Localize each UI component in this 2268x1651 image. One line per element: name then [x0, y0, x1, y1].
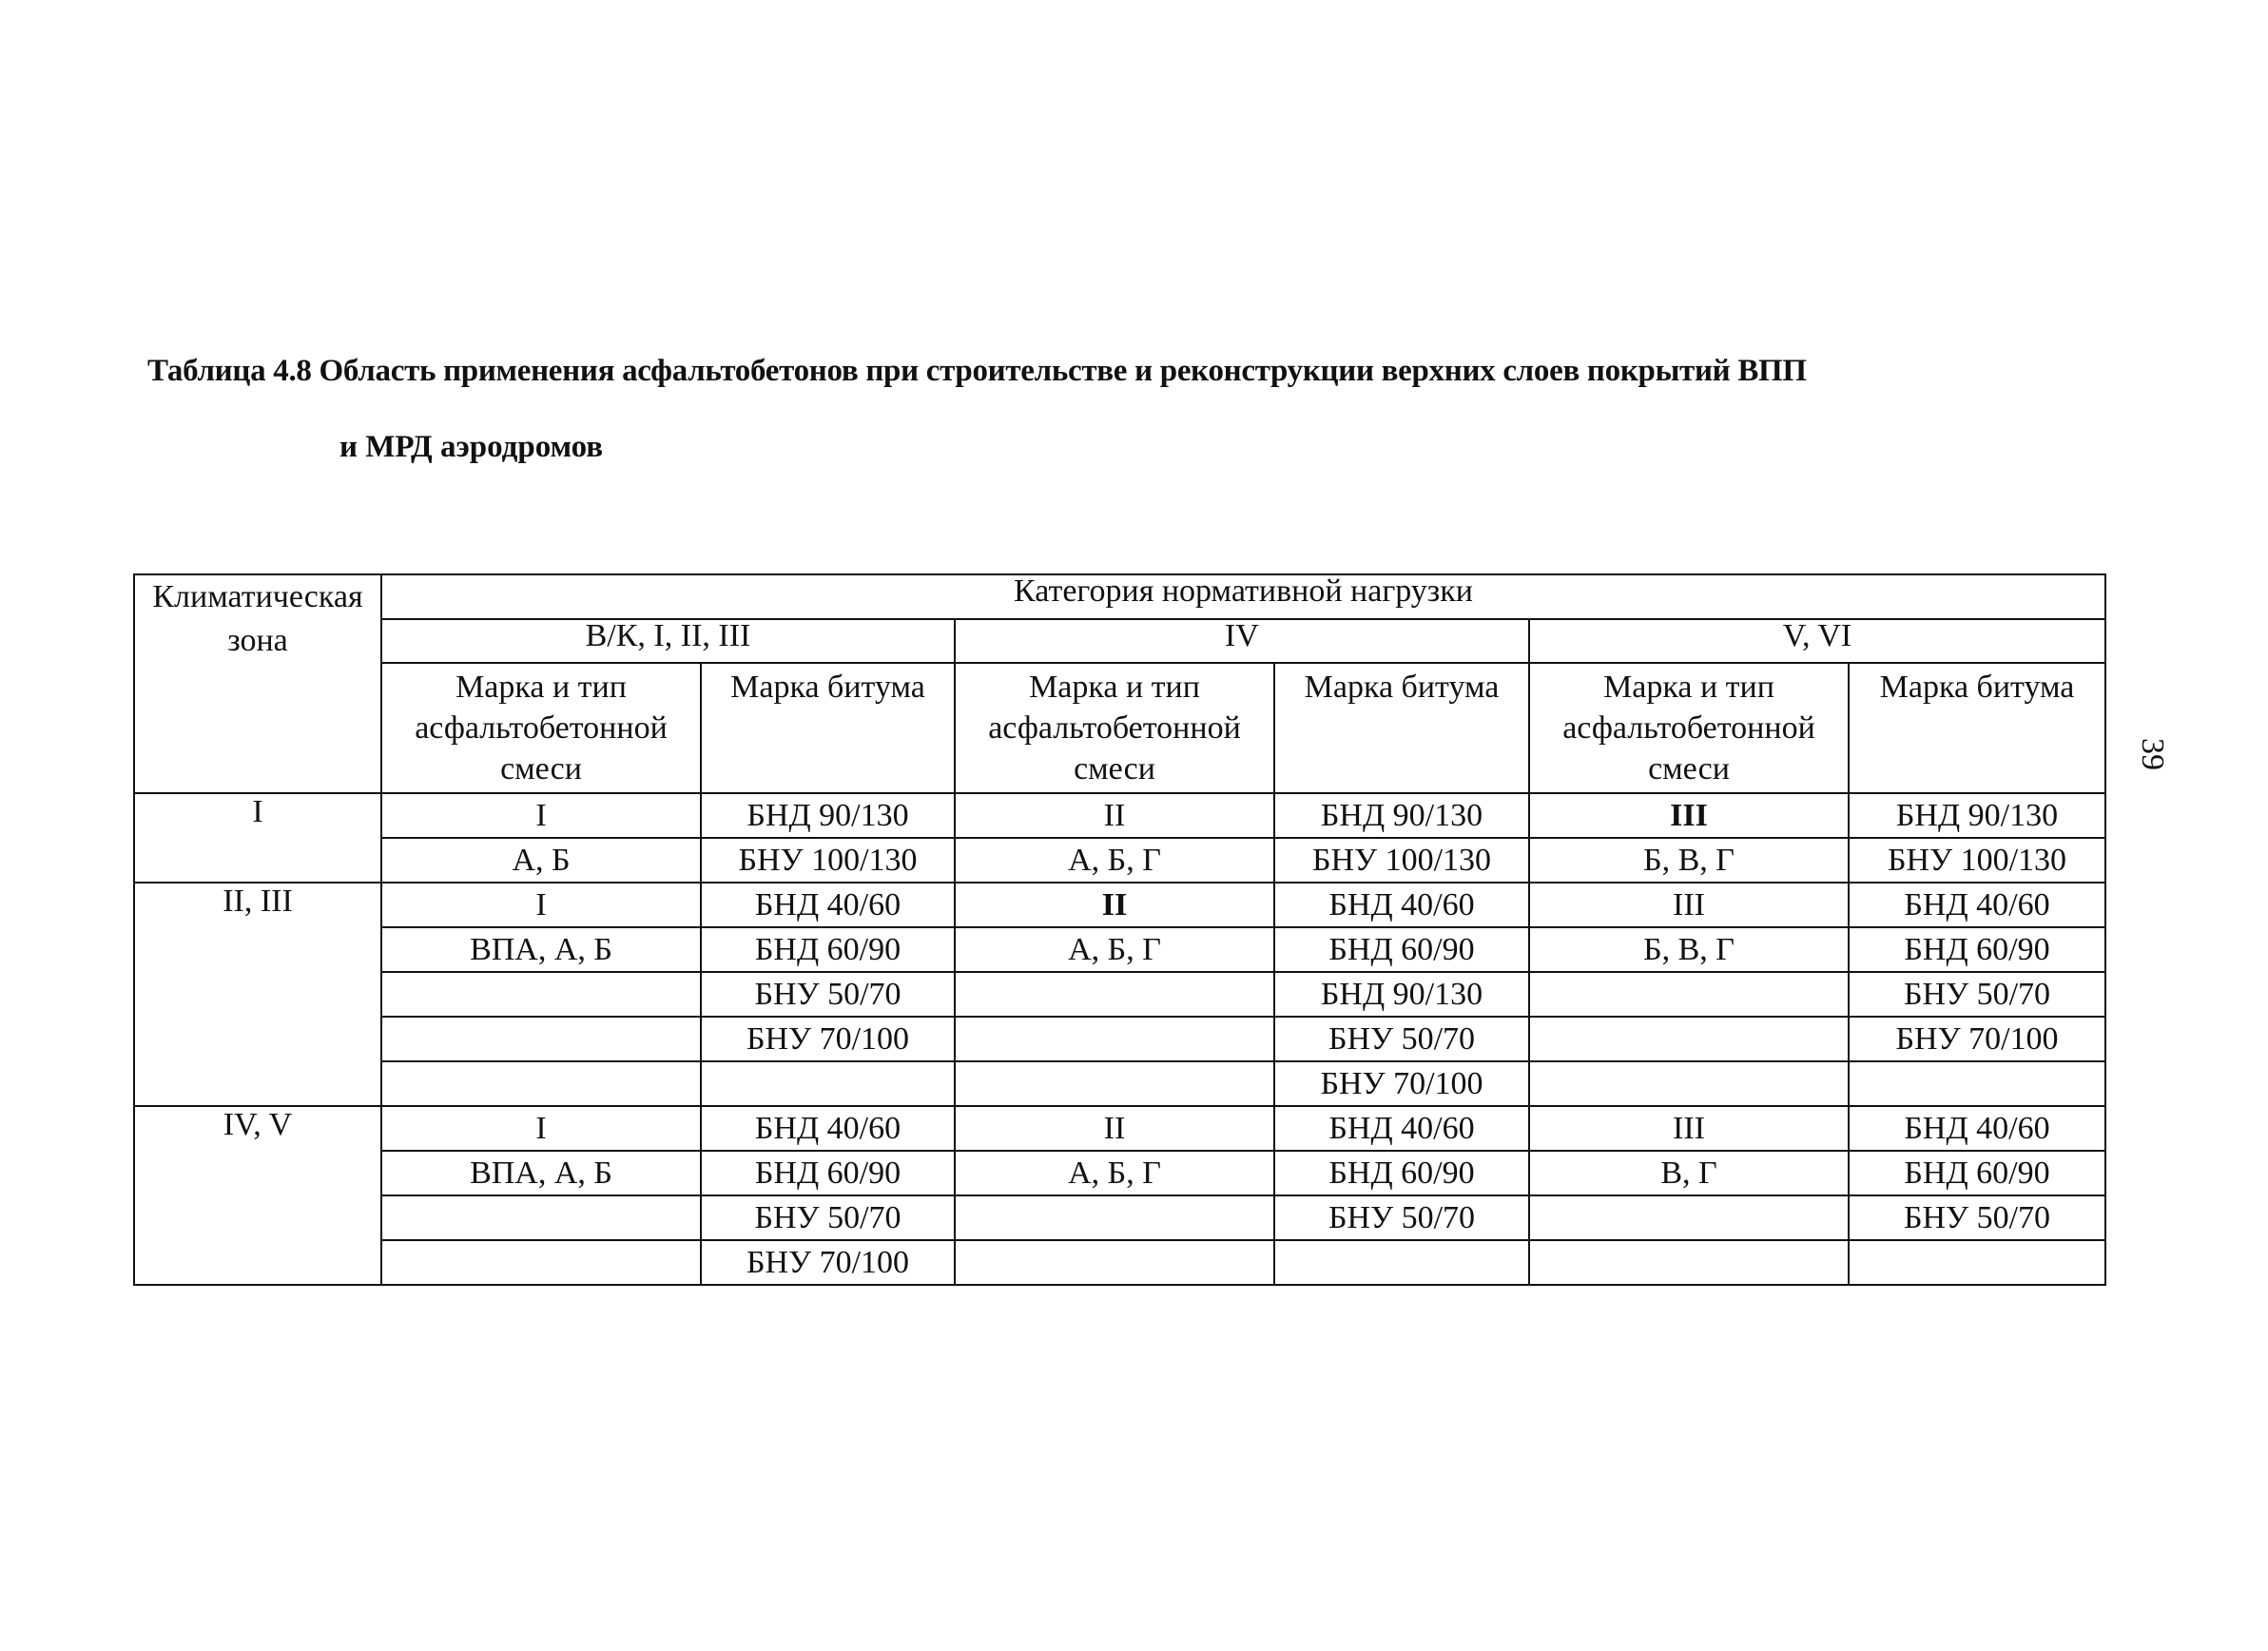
table-cell: Б, В, Г: [1529, 927, 1849, 972]
group-header: V, VI: [1529, 619, 2105, 663]
table-cell: [955, 1195, 1274, 1240]
table-cell: БНД 40/60: [1849, 1106, 2105, 1151]
table-row: [134, 1106, 2105, 1151]
table-row: [134, 1151, 2105, 1195]
table-cell: БНД 40/60: [1849, 883, 2105, 927]
table-cell: БНД 60/90: [701, 927, 955, 972]
table-cell: БНД 40/60: [1274, 1106, 1529, 1151]
table-cell: БНД 60/90: [1849, 927, 2105, 972]
table-cell: III: [1529, 883, 1849, 927]
table-cell: БНД 90/130: [701, 793, 955, 838]
bitumen-grade-header: Марка битума: [701, 663, 955, 793]
table-cell: [955, 972, 1274, 1017]
table-cell: [1274, 1240, 1529, 1285]
table-caption-continuation: и МРД аэродромов: [339, 430, 604, 464]
table-cell: [955, 1240, 1274, 1285]
table-cell: БНУ 100/130: [1849, 838, 2105, 883]
table-cell: III: [1529, 1106, 1849, 1151]
group-header: IV: [955, 619, 1529, 663]
table-cell: В, Г: [1529, 1151, 1849, 1195]
table-cell: [381, 1017, 701, 1061]
table-cell: БНУ 70/100: [701, 1240, 955, 1285]
table-cell: [1529, 1195, 1849, 1240]
table-cell: [381, 1061, 701, 1106]
table-cell: БНД 40/60: [701, 883, 955, 927]
table-cell: II: [955, 793, 1274, 838]
table-cell: ВПА, А, Б: [381, 927, 701, 972]
table-cell: Б, В, Г: [1529, 838, 1849, 883]
table-row: [134, 1240, 2105, 1285]
table-cell: [381, 1240, 701, 1285]
table-cell: I: [381, 883, 701, 927]
table-cell: III: [1529, 793, 1849, 838]
table-cell: [1849, 1240, 2105, 1285]
table-cell: I: [381, 793, 701, 838]
table-row: [134, 972, 2105, 1017]
table-cell: БНУ 50/70: [1849, 972, 2105, 1017]
mix-type-header: Марка и тип асфальтобетонной смеси: [1529, 663, 1849, 793]
table-cell: БНД 60/90: [1274, 927, 1529, 972]
table-cell: [381, 1195, 701, 1240]
table-cell: БНУ 50/70: [1849, 1195, 2105, 1240]
table-cell: БНУ 50/70: [1274, 1017, 1529, 1061]
table-cell: БНУ 70/100: [701, 1017, 955, 1061]
table-cell: БНД 60/90: [1274, 1151, 1529, 1195]
table-cell: БНД 40/60: [701, 1106, 955, 1151]
table-cell: [1529, 1061, 1849, 1106]
load-category-header: Категория нормативной нагрузки: [381, 574, 2105, 619]
table-cell: [381, 972, 701, 1017]
table-cell: БНД 90/130: [1274, 972, 1529, 1017]
mix-type-header: Марка и тип асфальтобетонной смеси: [381, 663, 701, 793]
climate-zone-cell: II, III: [134, 883, 381, 1106]
table-caption: Таблица 4.8 Область применения асфальтобетонов при строительстве и реконструкции верхних слоев покрытий ВПП: [147, 354, 1807, 388]
table-cell: БНУ 70/100: [1849, 1017, 2105, 1061]
table-cell: ВПА, А, Б: [381, 1151, 701, 1195]
mix-type-header: Марка и тип асфальтобетонной смеси: [955, 663, 1274, 793]
table-cell: БНД 60/90: [701, 1151, 955, 1195]
table-cell: А, Б, Г: [955, 927, 1274, 972]
table-cell: II: [955, 1106, 1274, 1151]
table-cell: I: [381, 1106, 701, 1151]
table-cell: БНУ 100/130: [1274, 838, 1529, 883]
bitumen-grade-header: Марка битума: [1274, 663, 1529, 793]
table-cell: БНУ 50/70: [701, 972, 955, 1017]
table-cell: БНУ 50/70: [1274, 1195, 1529, 1240]
table-row: [134, 883, 2105, 927]
group-header: В/К, I, II, III: [381, 619, 955, 663]
table-row: [134, 1061, 2105, 1106]
table-cell: II: [955, 883, 1274, 927]
table-row: [134, 927, 2105, 972]
table-cell: [1529, 972, 1849, 1017]
table-row: [134, 1017, 2105, 1061]
table-row: [134, 1195, 2105, 1240]
table-cell: БНД 90/130: [1849, 793, 2105, 838]
table-cell: БНУ 50/70: [701, 1195, 955, 1240]
bitumen-grade-header: Марка битума: [1849, 663, 2105, 793]
table-row: [134, 838, 2105, 883]
table-cell: БНД 40/60: [1274, 883, 1529, 927]
table-cell: БНУ 100/130: [701, 838, 955, 883]
table-cell: [701, 1061, 955, 1106]
table-row: [134, 793, 2105, 838]
climate-zone-cell: IV, V: [134, 1106, 381, 1285]
table-cell: [1849, 1061, 2105, 1106]
table-cell: БНД 90/130: [1274, 793, 1529, 838]
climate-zone-cell: I: [134, 793, 381, 883]
page-number: 39: [2135, 738, 2170, 770]
table-cell: [955, 1017, 1274, 1061]
climate-zone-header: Климатическая зона: [134, 574, 381, 793]
table-cell: А, Б, Г: [955, 1151, 1274, 1195]
table-cell: БНД 60/90: [1849, 1151, 2105, 1195]
table-cell: [1529, 1240, 1849, 1285]
table-cell: [955, 1061, 1274, 1106]
table-cell: А, Б, Г: [955, 838, 1274, 883]
asphalt-application-table: [133, 573, 2106, 1286]
table-cell: [1529, 1017, 1849, 1061]
table-cell: А, Б: [381, 838, 701, 883]
table-cell: БНУ 70/100: [1274, 1061, 1529, 1106]
